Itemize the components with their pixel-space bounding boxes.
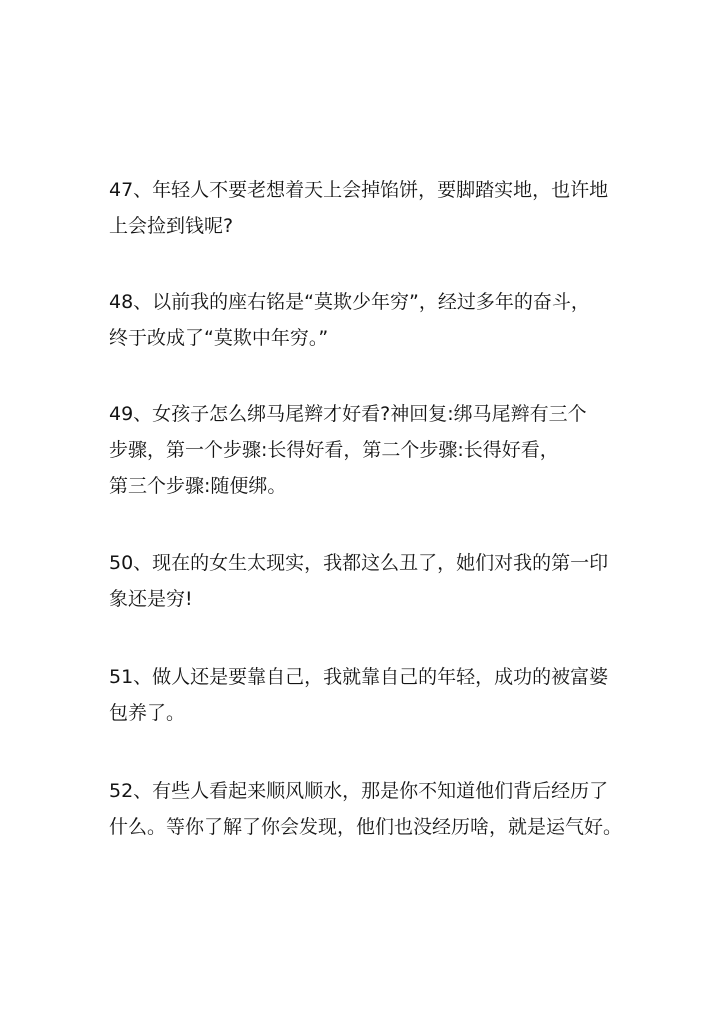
joke-entry-48 (109, 284, 639, 356)
entry-51-line-1: 51、做人还是要靠自己，我就靠自己的年轻，成功的被富婆 (109, 666, 609, 688)
joke-entry-47 (109, 172, 639, 244)
entry-49-line-1: 49、女孩子怎么绑马尾辫才好看?神回复:绑马尾辫有三个 (109, 403, 587, 425)
entry-52-line-1: 52、有些人看起来顺风顺水，那是你不知道他们背后经历了 (109, 780, 609, 802)
joke-entry-49 (109, 396, 639, 504)
entry-50-line-1: 50、现在的女生太现实，我都这么丑了，她们对我的第一印 (109, 552, 609, 574)
entry-48-line-2: 终于改成了“莫欺中年穷。” (109, 327, 329, 349)
entry-49-line-2: 步骤，第一个步骤:长得好看，第二个步骤:长得好看， (109, 439, 559, 461)
joke-entry-51 (109, 659, 639, 731)
joke-entry-52 (109, 773, 639, 845)
joke-entry-50 (109, 545, 639, 617)
entry-50-line-2: 象还是穷! (109, 588, 193, 610)
entry-49-line-3: 第三个步骤:随便绑。 (109, 475, 287, 497)
entry-52-line-2: 什么。等你了解了你会发现，他们也没经历啥，就是运气好。 (109, 816, 623, 838)
entry-48-line-1: 48、以前我的座右铭是“莫欺少年穷”，经过多年的奋斗， (109, 291, 590, 313)
entry-47-line-1: 47、年轻人不要老想着天上会掉馅饼，要脚踏实地，也许地 (109, 179, 609, 201)
entry-47-line-2: 上会捡到钱呢? (109, 215, 234, 237)
entry-51-line-2: 包养了。 (109, 702, 186, 724)
